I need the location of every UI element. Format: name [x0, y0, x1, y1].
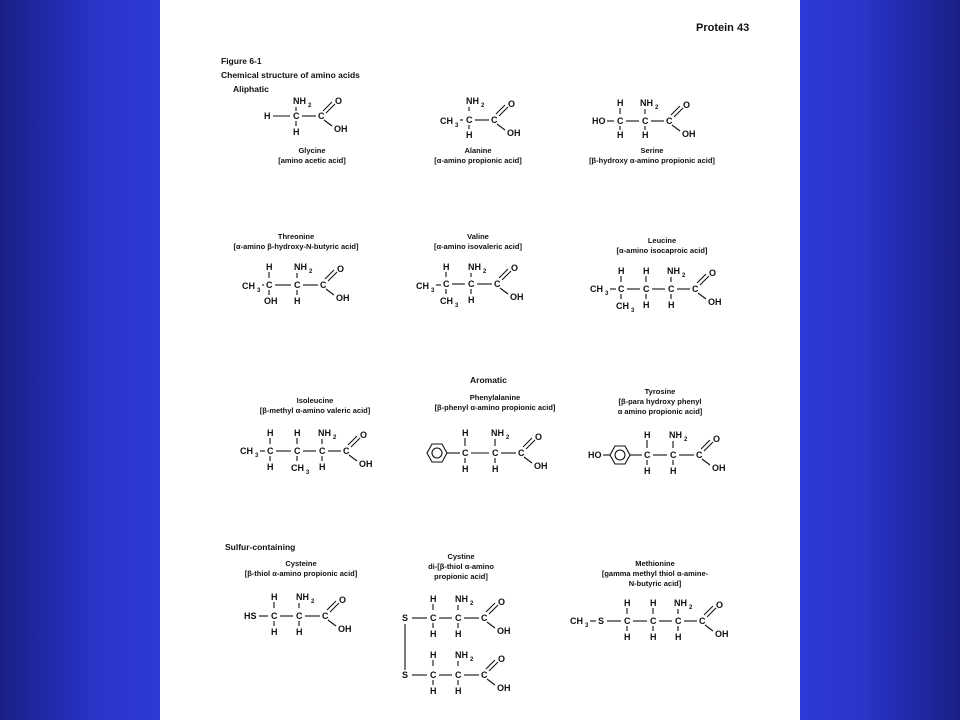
atom-label: NH: [466, 96, 479, 106]
atom-label: H: [296, 627, 303, 637]
atom-label: H: [267, 462, 274, 472]
cystine-desc-2: propionic acid]: [434, 572, 488, 581]
atom-label: O: [335, 96, 343, 106]
phenylalanine-desc: [β-phenyl α-amino propionic acid]: [434, 403, 556, 412]
atom-label: C: [494, 279, 501, 289]
cysteine-name: Cysteine: [285, 559, 317, 568]
atom-label: 2: [333, 435, 337, 441]
isoleucine-structure: [240, 424, 390, 484]
atom-label: C: [643, 284, 650, 294]
atom-label: C: [481, 613, 488, 623]
atom-label: O: [511, 263, 519, 273]
atom-label: O: [709, 268, 717, 278]
atom-label: H: [430, 650, 437, 660]
atom-label: NH: [491, 428, 504, 438]
atom-label: 2: [682, 273, 686, 279]
bond-line: [496, 105, 505, 114]
bond-line: [701, 440, 710, 449]
atom-label: H: [492, 464, 499, 474]
benzene-ring: [610, 446, 630, 464]
atom-label: 2: [655, 105, 659, 111]
atom-label: C: [518, 448, 525, 458]
bond-line: [328, 620, 336, 626]
threonine-structure: [242, 258, 372, 314]
methionine-structure: [570, 594, 750, 652]
section-aromatic: Aromatic: [470, 375, 507, 385]
atom-label: C: [668, 284, 675, 294]
scanned-page: [160, 0, 800, 720]
cystine-desc: di-[β-thiol α-amino: [428, 562, 494, 571]
atom-label: 2: [470, 657, 474, 663]
atom-label: S: [598, 616, 605, 626]
atom-label: H: [643, 300, 650, 310]
bond-line: [486, 603, 495, 612]
atom-label: HO: [588, 450, 602, 460]
atom-label: O: [508, 99, 516, 109]
atom-label: S: [402, 670, 409, 680]
atom-label: O: [339, 595, 347, 605]
bond-line: [324, 120, 332, 126]
bond-line: [499, 269, 508, 278]
page-header: Protein 43: [696, 22, 750, 34]
atom-label: O: [498, 654, 506, 664]
atom-label: C: [642, 116, 649, 126]
tyrosine-desc: [β-para hydroxy phenyl: [618, 397, 702, 406]
bond-line: [672, 125, 680, 131]
bond-line: [330, 603, 339, 612]
atom-label: 2: [684, 437, 688, 443]
atom-label: C: [618, 284, 625, 294]
bond-line: [671, 106, 680, 115]
bond-line: [526, 440, 535, 449]
bond-line: [349, 455, 357, 461]
atom-label: C: [462, 448, 469, 458]
threonine-name: Threonine: [277, 232, 315, 241]
glycine-structure: [260, 92, 370, 144]
atom-label: H: [650, 632, 657, 642]
atom-label: C: [443, 279, 450, 289]
bond-line: [707, 608, 716, 617]
atom-label: H: [650, 598, 657, 608]
atom-label: H: [643, 266, 650, 276]
bond-line: [348, 436, 357, 445]
atom-label: CH: [590, 284, 603, 294]
atom-label: NH: [318, 428, 331, 438]
atom-label: O: [360, 430, 368, 440]
cystine-name: Cystine: [447, 552, 475, 561]
atom-label: H: [617, 130, 624, 140]
atom-label: H: [624, 632, 631, 642]
bond-line: [489, 605, 498, 614]
atom-label: O: [713, 434, 721, 444]
leucine-name: Leucine: [647, 236, 677, 245]
atom-label: 3: [455, 303, 459, 309]
atom-label: OH: [682, 129, 696, 139]
atom-label: OH: [497, 626, 511, 636]
bond-line: [698, 293, 706, 299]
atom-label: H: [430, 629, 437, 639]
atom-label: HO: [592, 116, 606, 126]
atom-label: NH: [669, 430, 682, 440]
bond-line: [325, 270, 334, 279]
tyrosine-name: Tyrosine: [644, 387, 676, 396]
figure-title: Chemical structure of amino acids: [221, 70, 360, 80]
atom-label: OH: [264, 296, 278, 306]
atom-label: 2: [481, 103, 485, 109]
atom-label: C: [692, 284, 699, 294]
atom-label: OH: [510, 292, 524, 302]
bond-line: [704, 442, 713, 451]
methionine-desc-2: N-butyric acid]: [628, 579, 682, 588]
atom-label: H: [443, 262, 450, 272]
tyrosine-desc-2: α amino propionic acid]: [617, 407, 703, 416]
atom-label: C: [491, 115, 498, 125]
phenylalanine-structure: [418, 424, 568, 484]
benzene-ring: [427, 444, 447, 462]
atom-label: OH: [338, 624, 352, 634]
atom-label: NH: [468, 262, 481, 272]
atom-label: H: [642, 130, 649, 140]
atom-label: OH: [534, 461, 548, 471]
glycine-name: Glycine: [298, 146, 326, 155]
atom-label: C: [319, 446, 326, 456]
atom-label: H: [455, 686, 462, 696]
phenylalanine-name: Phenylalanine: [469, 393, 521, 402]
atom-label: C: [644, 450, 651, 460]
valine-name: Valine: [467, 232, 489, 241]
atom-label: 2: [470, 601, 474, 607]
alanine-structure: [436, 92, 546, 144]
atom-label: C: [320, 280, 327, 290]
atom-label: OH: [497, 683, 511, 693]
atom-label: NH: [455, 594, 468, 604]
bond-line: [524, 457, 532, 463]
bond-line: [502, 271, 511, 280]
atom-label: H: [294, 428, 301, 438]
bond-line: [674, 108, 683, 117]
atom-label: CH: [240, 446, 253, 456]
atom-label: C: [294, 280, 301, 290]
bond-line: [523, 438, 532, 447]
atom-label: H: [644, 430, 651, 440]
bond-line: [704, 606, 713, 615]
atom-label: NH: [294, 262, 307, 272]
atom-label: C: [318, 111, 325, 121]
section-aliphatic: Aliphatic: [233, 84, 269, 94]
atom-label: C: [266, 280, 273, 290]
atom-label: C: [696, 450, 703, 460]
bond-line: [702, 459, 710, 465]
atom-label: OH: [715, 629, 729, 639]
atom-label: 3: [631, 308, 635, 314]
bond-line: [351, 438, 360, 447]
cysteine-desc: [β-thiol α-amino propionic acid]: [244, 569, 358, 578]
atom-label: O: [683, 100, 691, 110]
atom-label: O: [535, 432, 543, 442]
atom-label: H: [455, 629, 462, 639]
valine-structure: [416, 258, 546, 316]
atom-label: H: [462, 464, 469, 474]
valine-desc: [α-amino isovaleric acid]: [434, 242, 522, 251]
methionine-name: Methionine: [635, 559, 675, 568]
atom-label: C: [455, 613, 462, 623]
atom-label: 2: [308, 103, 312, 109]
atom-label: C: [666, 116, 673, 126]
atom-label: H: [271, 592, 278, 602]
atom-label: H: [468, 295, 475, 305]
atom-label: 2: [483, 269, 487, 275]
atom-label: C: [670, 450, 677, 460]
atom-label: CH: [291, 463, 304, 473]
atom-label: H: [617, 98, 624, 108]
atom-label: C: [343, 446, 350, 456]
threonine-desc: [α-amino β-hydroxy-N-butyric acid]: [233, 242, 359, 251]
atom-label: 3: [306, 470, 310, 476]
cystine-structure: [398, 590, 538, 696]
atom-label: C: [455, 670, 462, 680]
atom-label: H: [624, 598, 631, 608]
bond-line: [700, 276, 709, 285]
atom-label: H: [266, 262, 273, 272]
atom-label: NH: [640, 98, 653, 108]
atom-label: NH: [667, 266, 680, 276]
atom-label: C: [624, 616, 631, 626]
bond-line: [499, 107, 508, 116]
atom-label: H: [267, 428, 274, 438]
atom-label: C: [293, 111, 300, 121]
atom-label: OH: [712, 463, 726, 473]
atom-label: H: [462, 428, 469, 438]
atom-label: OH: [359, 459, 373, 469]
bond-line: [328, 272, 337, 281]
atom-label: C: [430, 670, 437, 680]
atom-label: 3: [585, 623, 589, 629]
atom-label: H: [430, 686, 437, 696]
atom-label: H: [644, 466, 651, 476]
leucine-desc: [α-amino isocaproic acid]: [616, 246, 708, 255]
atom-label: CH: [440, 116, 453, 126]
atom-label: H: [430, 594, 437, 604]
atom-label: OH: [334, 124, 348, 134]
atom-label: CH: [440, 296, 453, 306]
glycine-desc: [amino acetic acid]: [278, 156, 346, 165]
bond-line: [487, 679, 495, 685]
atom-label: C: [322, 611, 329, 621]
atom-label: C: [481, 670, 488, 680]
alanine-name: Alanine: [464, 146, 492, 155]
atom-label: H: [670, 466, 677, 476]
bond-line: [697, 274, 706, 283]
bond-line: [323, 102, 332, 111]
benzene-ring: [432, 448, 442, 458]
atom-label: C: [492, 448, 499, 458]
atom-label: NH: [296, 592, 309, 602]
atom-label: O: [337, 264, 345, 274]
atom-label: C: [468, 279, 475, 289]
atom-label: C: [267, 446, 274, 456]
atom-label: NH: [293, 96, 306, 106]
atom-label: HS: [244, 611, 257, 621]
bond-line: [326, 104, 335, 113]
figure-label: Figure 6-1: [221, 56, 262, 66]
atom-label: 2: [309, 269, 313, 275]
alanine-desc: [α-amino propionic acid]: [434, 156, 522, 165]
atom-label: H: [466, 130, 473, 140]
atom-label: CH: [616, 301, 629, 311]
atom-label: C: [271, 611, 278, 621]
bond-line: [326, 289, 334, 295]
atom-label: H: [668, 300, 675, 310]
atom-label: 2: [689, 605, 693, 611]
atom-label: H: [293, 127, 300, 137]
atom-label: 2: [311, 599, 315, 605]
atom-label: C: [296, 611, 303, 621]
bond-line: [497, 124, 505, 130]
atom-label: O: [498, 597, 506, 607]
atom-label: NH: [455, 650, 468, 660]
bond-line: [705, 625, 713, 631]
bond-line: [486, 660, 495, 669]
atom-label: 2: [506, 435, 510, 441]
atom-label: OH: [708, 297, 722, 307]
atom-label: C: [466, 115, 473, 125]
atom-label: 3: [455, 123, 459, 129]
atom-label: 3: [257, 288, 261, 294]
atom-label: H: [264, 111, 271, 121]
methionine-desc: [gamma methyl thiol α-amine-: [601, 569, 709, 578]
atom-label: H: [294, 296, 301, 306]
atom-label: CH: [416, 281, 429, 291]
atom-label: 3: [605, 291, 609, 297]
atom-label: CH: [242, 281, 255, 291]
atom-label: C: [617, 116, 624, 126]
serine-desc: [β-hydroxy α-amino propionic acid]: [589, 156, 715, 165]
section-sulfur: Sulfur-containing: [225, 542, 296, 552]
tyrosine-structure: [588, 424, 748, 484]
atom-label: C: [294, 446, 301, 456]
isoleucine-name: Isoleucine: [296, 396, 334, 405]
atom-label: C: [650, 616, 657, 626]
bond-line: [327, 601, 336, 610]
atom-label: H: [675, 632, 682, 642]
bond-line: [500, 288, 508, 294]
bond-line: [487, 622, 495, 628]
serine-name: Serine: [640, 146, 664, 155]
atom-label: O: [716, 600, 724, 610]
benzene-ring: [615, 450, 625, 460]
cysteine-structure: [244, 588, 374, 644]
isoleucine-desc: [β-methyl α-amino valeric acid]: [259, 406, 371, 415]
atom-label: CH: [570, 616, 583, 626]
atom-label: OH: [336, 293, 350, 303]
atom-label: S: [402, 613, 409, 623]
atom-label: 3: [431, 288, 435, 294]
atom-label: NH: [674, 598, 687, 608]
atom-label: H: [271, 627, 278, 637]
serine-structure: [590, 92, 720, 144]
atom-label: C: [675, 616, 682, 626]
leucine-structure: [590, 262, 740, 322]
atom-label: 3: [255, 453, 259, 459]
atom-label: C: [699, 616, 706, 626]
bond-line: [489, 662, 498, 671]
atom-label: OH: [507, 128, 521, 138]
atom-label: C: [430, 613, 437, 623]
atom-label: H: [319, 462, 326, 472]
atom-label: H: [618, 266, 625, 276]
